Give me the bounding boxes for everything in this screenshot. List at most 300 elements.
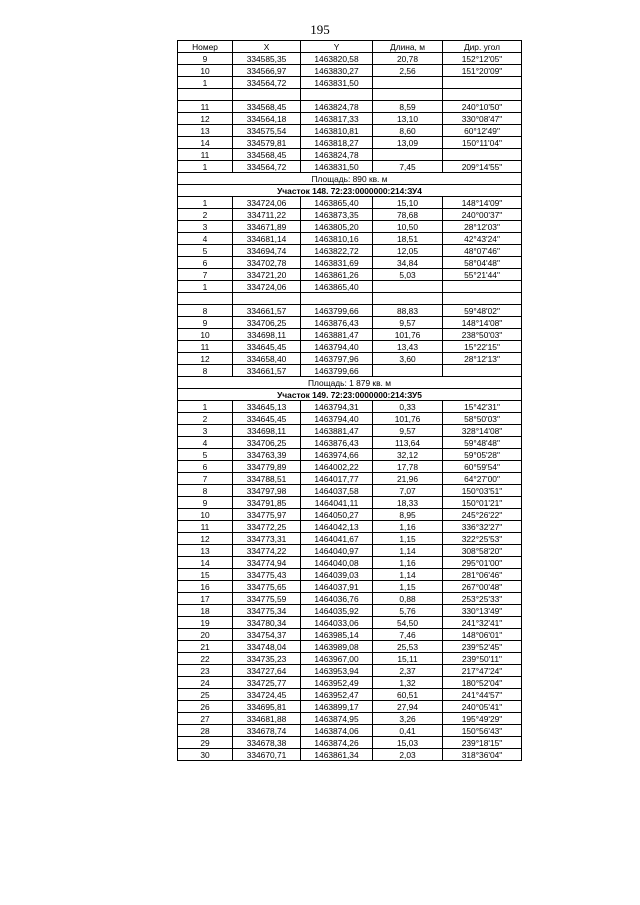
table-row bbox=[178, 485, 522, 497]
direction-angle-cell: 241°32'41" bbox=[443, 617, 522, 629]
direction-angle-cell: 195°49'29" bbox=[443, 713, 522, 725]
direction-angle-cell: 148°06'01" bbox=[443, 629, 522, 641]
y-cell: 1463797,96 bbox=[301, 353, 373, 365]
x-cell: 334645,45 bbox=[233, 413, 301, 425]
length-cell: 13,10 bbox=[373, 113, 443, 125]
direction-angle-cell: 267°00'48" bbox=[443, 581, 522, 593]
length-cell bbox=[373, 77, 443, 89]
point-number-cell: 5 bbox=[178, 449, 233, 461]
length-cell: 1,14 bbox=[373, 545, 443, 557]
table-row bbox=[178, 413, 522, 425]
y-cell: 1463831,50 bbox=[301, 161, 373, 173]
y-cell: 1463952,49 bbox=[301, 677, 373, 689]
direction-angle-cell bbox=[443, 77, 522, 89]
point-number-cell: 16 bbox=[178, 581, 233, 593]
point-number-cell bbox=[178, 89, 233, 101]
x-cell: 334694,74 bbox=[233, 245, 301, 257]
table-row bbox=[178, 101, 522, 113]
table-row bbox=[178, 425, 522, 437]
direction-angle-cell bbox=[443, 365, 522, 377]
y-cell: 1463876,43 bbox=[301, 317, 373, 329]
length-cell: 15,11 bbox=[373, 653, 443, 665]
table-row bbox=[178, 689, 522, 701]
length-cell: 20,78 bbox=[373, 53, 443, 65]
table-header-row bbox=[178, 41, 522, 53]
x-cell: 334706,25 bbox=[233, 437, 301, 449]
direction-angle-cell: 148°14'08" bbox=[443, 317, 522, 329]
x-cell: 334678,38 bbox=[233, 737, 301, 749]
point-number-cell: 29 bbox=[178, 737, 233, 749]
y-cell: 1463874,26 bbox=[301, 737, 373, 749]
length-cell: 21,96 bbox=[373, 473, 443, 485]
y-cell: 1463861,26 bbox=[301, 269, 373, 281]
point-number-cell: 13 bbox=[178, 125, 233, 137]
y-cell: 1463824,78 bbox=[301, 149, 373, 161]
length-cell: 60,51 bbox=[373, 689, 443, 701]
x-cell: 334772,25 bbox=[233, 521, 301, 533]
point-number-cell: 12 bbox=[178, 533, 233, 545]
x-cell: 334564,18 bbox=[233, 113, 301, 125]
y-cell: 1463794,31 bbox=[301, 401, 373, 413]
y-cell: 1463974,66 bbox=[301, 449, 373, 461]
direction-angle-cell: 28°12'13" bbox=[443, 353, 522, 365]
point-number-cell: 1 bbox=[178, 281, 233, 293]
direction-angle-cell bbox=[443, 89, 522, 101]
y-cell: 1463824,78 bbox=[301, 101, 373, 113]
point-number-cell: 14 bbox=[178, 137, 233, 149]
y-cell: 1463810,16 bbox=[301, 233, 373, 245]
length-cell: 1,15 bbox=[373, 581, 443, 593]
length-cell: 0,41 bbox=[373, 725, 443, 737]
area-row bbox=[178, 377, 522, 389]
table-row bbox=[178, 53, 522, 65]
direction-angle-cell: 150°01'21" bbox=[443, 497, 522, 509]
x-cell: 334724,06 bbox=[233, 197, 301, 209]
point-number-cell: 7 bbox=[178, 473, 233, 485]
direction-angle-cell: 318°36'04" bbox=[443, 749, 522, 761]
direction-angle-cell: 150°11'04" bbox=[443, 137, 522, 149]
length-cell: 34,84 bbox=[373, 257, 443, 269]
direction-angle-cell: 253°25'33" bbox=[443, 593, 522, 605]
length-cell: 0,88 bbox=[373, 593, 443, 605]
x-cell: 334566,97 bbox=[233, 65, 301, 77]
point-number-cell: 1 bbox=[178, 161, 233, 173]
y-cell: 1464002,22 bbox=[301, 461, 373, 473]
y-cell: 1463830,27 bbox=[301, 65, 373, 77]
length-cell: 88,83 bbox=[373, 305, 443, 317]
y-cell: 1464033,06 bbox=[301, 617, 373, 629]
x-cell: 334681,88 bbox=[233, 713, 301, 725]
table-row bbox=[178, 605, 522, 617]
point-number-cell: 12 bbox=[178, 113, 233, 125]
section-title: Участок 148. 72:23:0000000:214:ЗУ4 bbox=[178, 185, 522, 197]
direction-angle-cell: 239°50'11" bbox=[443, 653, 522, 665]
y-cell: 1463967,00 bbox=[301, 653, 373, 665]
table-row bbox=[178, 725, 522, 737]
y-cell: 1463899,17 bbox=[301, 701, 373, 713]
length-cell: 2,03 bbox=[373, 749, 443, 761]
point-number-cell: 11 bbox=[178, 149, 233, 161]
table-row bbox=[178, 329, 522, 341]
y-cell: 1464037,91 bbox=[301, 581, 373, 593]
x-cell: 334788,51 bbox=[233, 473, 301, 485]
point-number-cell: 10 bbox=[178, 509, 233, 521]
y-cell: 1463805,20 bbox=[301, 221, 373, 233]
x-cell: 334564,72 bbox=[233, 161, 301, 173]
x-cell: 334791,85 bbox=[233, 497, 301, 509]
point-number-cell: 27 bbox=[178, 713, 233, 725]
table-row bbox=[178, 137, 522, 149]
length-cell bbox=[373, 365, 443, 377]
point-number-cell: 12 bbox=[178, 353, 233, 365]
length-cell: 7,45 bbox=[373, 161, 443, 173]
length-cell: 113,64 bbox=[373, 437, 443, 449]
direction-angle-cell: 58°04'48" bbox=[443, 257, 522, 269]
x-cell: 334725,77 bbox=[233, 677, 301, 689]
point-number-cell: 3 bbox=[178, 221, 233, 233]
y-cell: 1463831,50 bbox=[301, 77, 373, 89]
x-cell: 334702,78 bbox=[233, 257, 301, 269]
direction-angle-cell: 241°44'57" bbox=[443, 689, 522, 701]
x-cell: 334568,45 bbox=[233, 101, 301, 113]
x-cell: 334724,45 bbox=[233, 689, 301, 701]
point-number-cell: 11 bbox=[178, 341, 233, 353]
length-cell: 27,94 bbox=[373, 701, 443, 713]
x-cell: 334564,72 bbox=[233, 77, 301, 89]
x-cell bbox=[233, 89, 301, 101]
point-number-cell: 17 bbox=[178, 593, 233, 605]
direction-angle-cell: 239°52'45" bbox=[443, 641, 522, 653]
table-row bbox=[178, 305, 522, 317]
direction-angle-cell: 238°50'03" bbox=[443, 329, 522, 341]
section-title-row bbox=[178, 389, 522, 401]
y-cell: 1463985,14 bbox=[301, 629, 373, 641]
direction-angle-cell: 295°01'00" bbox=[443, 557, 522, 569]
point-number-cell: 21 bbox=[178, 641, 233, 653]
length-cell: 18,51 bbox=[373, 233, 443, 245]
length-cell: 25,53 bbox=[373, 641, 443, 653]
length-cell: 17,78 bbox=[373, 461, 443, 473]
page-number: 195 bbox=[310, 22, 330, 37]
y-cell: 1463810,81 bbox=[301, 125, 373, 137]
point-number-cell: 2 bbox=[178, 413, 233, 425]
direction-angle-cell: 245°26'22" bbox=[443, 509, 522, 521]
point-number-cell: 25 bbox=[178, 689, 233, 701]
x-cell: 334711,22 bbox=[233, 209, 301, 221]
length-cell: 7,07 bbox=[373, 485, 443, 497]
table-row bbox=[178, 533, 522, 545]
y-cell: 1464040,08 bbox=[301, 557, 373, 569]
table-row bbox=[178, 197, 522, 209]
y-cell: 1463989,08 bbox=[301, 641, 373, 653]
length-cell: 12,05 bbox=[373, 245, 443, 257]
x-cell: 334579,81 bbox=[233, 137, 301, 149]
table-row bbox=[178, 401, 522, 413]
direction-angle-cell: 322°25'53" bbox=[443, 533, 522, 545]
y-cell: 1463799,66 bbox=[301, 365, 373, 377]
length-cell: 101,76 bbox=[373, 413, 443, 425]
y-cell: 1464050,27 bbox=[301, 509, 373, 521]
table-row bbox=[178, 233, 522, 245]
length-cell: 0,33 bbox=[373, 401, 443, 413]
direction-angle-cell: 240°00'37" bbox=[443, 209, 522, 221]
y-cell: 1463953,94 bbox=[301, 665, 373, 677]
x-cell: 334661,57 bbox=[233, 305, 301, 317]
direction-angle-cell: 60°59'54" bbox=[443, 461, 522, 473]
area-label: Площадь: 1 879 кв. м bbox=[178, 377, 522, 389]
direction-angle-cell: 180°52'04" bbox=[443, 677, 522, 689]
table-row bbox=[178, 521, 522, 533]
direction-angle-cell: 15°42'31" bbox=[443, 401, 522, 413]
table-row bbox=[178, 257, 522, 269]
section-title-row bbox=[178, 185, 522, 197]
point-number-cell: 1 bbox=[178, 401, 233, 413]
length-cell: 18,33 bbox=[373, 497, 443, 509]
table-row bbox=[178, 293, 522, 305]
y-cell: 1463952,47 bbox=[301, 689, 373, 701]
coordinates-table bbox=[177, 40, 522, 761]
point-number-cell: 28 bbox=[178, 725, 233, 737]
point-number-cell: 3 bbox=[178, 425, 233, 437]
point-number-cell: 18 bbox=[178, 605, 233, 617]
table-row bbox=[178, 569, 522, 581]
x-cell: 334779,89 bbox=[233, 461, 301, 473]
direction-angle-cell: 239°18'15" bbox=[443, 737, 522, 749]
point-number-cell: 1 bbox=[178, 77, 233, 89]
y-cell: 1463873,35 bbox=[301, 209, 373, 221]
point-number-cell: 9 bbox=[178, 497, 233, 509]
y-cell: 1463817,33 bbox=[301, 113, 373, 125]
direction-angle-cell: 330°08'47" bbox=[443, 113, 522, 125]
point-number-cell: 13 bbox=[178, 545, 233, 557]
length-cell: 5,76 bbox=[373, 605, 443, 617]
direction-angle-cell: 336°32'27" bbox=[443, 521, 522, 533]
point-number-cell: 24 bbox=[178, 677, 233, 689]
area-row bbox=[178, 173, 522, 185]
table-row bbox=[178, 281, 522, 293]
x-cell: 334735,23 bbox=[233, 653, 301, 665]
point-number-cell: 9 bbox=[178, 317, 233, 329]
point-number-cell: 15 bbox=[178, 569, 233, 581]
table-row bbox=[178, 737, 522, 749]
table-row bbox=[178, 209, 522, 221]
length-cell: 78,68 bbox=[373, 209, 443, 221]
direction-angle-cell: 150°03'51" bbox=[443, 485, 522, 497]
table-body bbox=[178, 53, 522, 761]
point-number-cell: 8 bbox=[178, 305, 233, 317]
x-cell: 334671,89 bbox=[233, 221, 301, 233]
x-cell: 334661,57 bbox=[233, 365, 301, 377]
y-cell: 1463865,40 bbox=[301, 197, 373, 209]
point-number-cell: 23 bbox=[178, 665, 233, 677]
table-row bbox=[178, 653, 522, 665]
table-row bbox=[178, 149, 522, 161]
direction-angle-cell: 55°21'44" bbox=[443, 269, 522, 281]
header-direction-angle: Дир. угол bbox=[443, 41, 522, 53]
direction-angle-cell: 281°06'46" bbox=[443, 569, 522, 581]
point-number-cell: 19 bbox=[178, 617, 233, 629]
point-number-cell: 30 bbox=[178, 749, 233, 761]
direction-angle-cell: 152°12'05" bbox=[443, 53, 522, 65]
direction-angle-cell: 150°56'43" bbox=[443, 725, 522, 737]
y-cell: 1463861,34 bbox=[301, 749, 373, 761]
y-cell: 1463881,47 bbox=[301, 329, 373, 341]
x-cell: 334763,39 bbox=[233, 449, 301, 461]
header-number: Номер bbox=[178, 41, 233, 53]
direction-angle-cell: 60°12'49" bbox=[443, 125, 522, 137]
direction-angle-cell: 48°07'46" bbox=[443, 245, 522, 257]
x-cell: 334695,81 bbox=[233, 701, 301, 713]
y-cell: 1464042,13 bbox=[301, 521, 373, 533]
y-cell: 1463881,47 bbox=[301, 425, 373, 437]
table-row bbox=[178, 509, 522, 521]
length-cell: 3,26 bbox=[373, 713, 443, 725]
table-row bbox=[178, 629, 522, 641]
length-cell: 13,43 bbox=[373, 341, 443, 353]
x-cell: 334780,34 bbox=[233, 617, 301, 629]
table-row bbox=[178, 701, 522, 713]
length-cell: 1,15 bbox=[373, 533, 443, 545]
x-cell: 334721,20 bbox=[233, 269, 301, 281]
point-number-cell bbox=[178, 293, 233, 305]
x-cell: 334585,35 bbox=[233, 53, 301, 65]
table-row bbox=[178, 125, 522, 137]
header-length: Длина, м bbox=[373, 41, 443, 53]
y-cell: 1463874,06 bbox=[301, 725, 373, 737]
table-row bbox=[178, 473, 522, 485]
length-cell: 10,50 bbox=[373, 221, 443, 233]
table-row bbox=[178, 341, 522, 353]
table-row bbox=[178, 77, 522, 89]
x-cell: 334670,71 bbox=[233, 749, 301, 761]
x-cell: 334724,06 bbox=[233, 281, 301, 293]
x-cell bbox=[233, 293, 301, 305]
x-cell: 334645,13 bbox=[233, 401, 301, 413]
table-row bbox=[178, 749, 522, 761]
x-cell: 334658,40 bbox=[233, 353, 301, 365]
point-number-cell: 7 bbox=[178, 269, 233, 281]
table-row bbox=[178, 437, 522, 449]
direction-angle-cell: 59°48'02" bbox=[443, 305, 522, 317]
y-cell: 1463799,66 bbox=[301, 305, 373, 317]
x-cell: 334681,14 bbox=[233, 233, 301, 245]
point-number-cell: 10 bbox=[178, 329, 233, 341]
x-cell: 334568,45 bbox=[233, 149, 301, 161]
length-cell bbox=[373, 89, 443, 101]
x-cell: 334797,98 bbox=[233, 485, 301, 497]
point-number-cell: 26 bbox=[178, 701, 233, 713]
x-cell: 334698,11 bbox=[233, 329, 301, 341]
y-cell: 1463794,40 bbox=[301, 341, 373, 353]
direction-angle-cell bbox=[443, 149, 522, 161]
length-cell: 1,16 bbox=[373, 521, 443, 533]
point-number-cell: 6 bbox=[178, 257, 233, 269]
length-cell: 7,46 bbox=[373, 629, 443, 641]
y-cell: 1463818,27 bbox=[301, 137, 373, 149]
point-number-cell: 9 bbox=[178, 53, 233, 65]
x-cell: 334775,65 bbox=[233, 581, 301, 593]
y-cell: 1463820,58 bbox=[301, 53, 373, 65]
point-number-cell: 8 bbox=[178, 365, 233, 377]
table-row bbox=[178, 449, 522, 461]
header-y: Y bbox=[301, 41, 373, 53]
direction-angle-cell: 42°43'24" bbox=[443, 233, 522, 245]
x-cell: 334645,45 bbox=[233, 341, 301, 353]
length-cell: 15,10 bbox=[373, 197, 443, 209]
y-cell: 1464036,76 bbox=[301, 593, 373, 605]
direction-angle-cell: 58°50'03" bbox=[443, 413, 522, 425]
x-cell: 334775,43 bbox=[233, 569, 301, 581]
x-cell: 334706,25 bbox=[233, 317, 301, 329]
table-row bbox=[178, 269, 522, 281]
y-cell: 1464035,92 bbox=[301, 605, 373, 617]
y-cell bbox=[301, 89, 373, 101]
point-number-cell: 22 bbox=[178, 653, 233, 665]
x-cell: 334774,94 bbox=[233, 557, 301, 569]
length-cell: 13,09 bbox=[373, 137, 443, 149]
length-cell: 54,50 bbox=[373, 617, 443, 629]
x-cell: 334775,97 bbox=[233, 509, 301, 521]
point-number-cell: 14 bbox=[178, 557, 233, 569]
length-cell bbox=[373, 281, 443, 293]
length-cell bbox=[373, 293, 443, 305]
length-cell: 15,03 bbox=[373, 737, 443, 749]
y-cell: 1463831,69 bbox=[301, 257, 373, 269]
length-cell bbox=[373, 149, 443, 161]
y-cell bbox=[301, 293, 373, 305]
table-row bbox=[178, 113, 522, 125]
direction-angle-cell: 59°05'28" bbox=[443, 449, 522, 461]
x-cell: 334774,22 bbox=[233, 545, 301, 557]
point-number-cell: 10 bbox=[178, 65, 233, 77]
x-cell: 334678,74 bbox=[233, 725, 301, 737]
length-cell: 3,60 bbox=[373, 353, 443, 365]
point-number-cell: 8 bbox=[178, 485, 233, 497]
length-cell: 1,16 bbox=[373, 557, 443, 569]
x-cell: 334727,64 bbox=[233, 665, 301, 677]
length-cell: 2,56 bbox=[373, 65, 443, 77]
table-row bbox=[178, 497, 522, 509]
table-row bbox=[178, 617, 522, 629]
point-number-cell: 2 bbox=[178, 209, 233, 221]
point-number-cell: 4 bbox=[178, 437, 233, 449]
length-cell: 32,12 bbox=[373, 449, 443, 461]
table-row bbox=[178, 161, 522, 173]
header-x: X bbox=[233, 41, 301, 53]
direction-angle-cell: 308°58'20" bbox=[443, 545, 522, 557]
x-cell: 334775,34 bbox=[233, 605, 301, 617]
direction-angle-cell: 217°47'24" bbox=[443, 665, 522, 677]
direction-angle-cell: 240°05'41" bbox=[443, 701, 522, 713]
x-cell: 334775,59 bbox=[233, 593, 301, 605]
table-row bbox=[178, 593, 522, 605]
point-number-cell: 5 bbox=[178, 245, 233, 257]
direction-angle-cell: 330°13'49" bbox=[443, 605, 522, 617]
y-cell: 1464041,11 bbox=[301, 497, 373, 509]
direction-angle-cell: 328°14'08" bbox=[443, 425, 522, 437]
direction-angle-cell: 148°14'09" bbox=[443, 197, 522, 209]
y-cell: 1464017,77 bbox=[301, 473, 373, 485]
table-row bbox=[178, 641, 522, 653]
x-cell: 334698,11 bbox=[233, 425, 301, 437]
x-cell: 334575,54 bbox=[233, 125, 301, 137]
y-cell: 1463822,72 bbox=[301, 245, 373, 257]
point-number-cell: 11 bbox=[178, 101, 233, 113]
direction-angle-cell bbox=[443, 281, 522, 293]
table-row bbox=[178, 65, 522, 77]
y-cell: 1463865,40 bbox=[301, 281, 373, 293]
length-cell: 8,59 bbox=[373, 101, 443, 113]
